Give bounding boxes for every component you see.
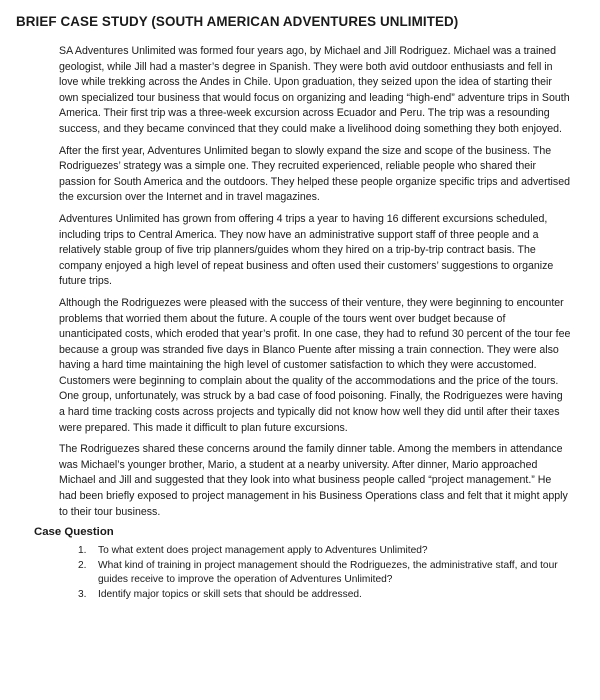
case-question-item bbox=[78, 559, 558, 587]
question-text: Identify major topics or skill sets that should be addressed. bbox=[98, 589, 362, 601]
case-question-list bbox=[78, 544, 558, 602]
question-text: To what extent does project management apply to Adventures Unlimited? bbox=[98, 545, 428, 557]
paragraph-problems: Although the Rodriguezes were pleased with the success of their venture, they were beginning to encounter problems that worried them about the future. A couple of the tours went over budget because of unanticipated costs, which eroded that year’s profit. In one case, they had to refund 30 percent of the tour fee because a group was stranded five days in Blanco Puente after missing a train connection. They were also having a hard time maintaining the high level of customer satisfaction to which they were accustomed. Customers were beginning to complain about the quality of the accommodations and the price of the tours. One group, unfortunately, was struck by a bad case of food poisoning. Finally, the Rodriguezes were having a hard time tracking costs across projects and typically did not know how well they did until after their taxes were prepared. This made it difficult to plan future excursions. bbox=[59, 296, 571, 434]
paragraph-expansion: After the first year, Adventures Unlimited began to slowly expand the size and scope of the business. The Rodriguezes’ strategy was a simple one. They recruited experienced, reliable people who shared their passion for South America and the outdoors. They helped these people organize specific trips and advertised the excursion over the Internet and in travel magazines. bbox=[59, 144, 570, 204]
case-question-item bbox=[78, 588, 558, 602]
paragraph-dinner: The Rodriguezes shared these concerns around the family dinner table. Among the members in attendance was Michael’s younger brother, Mario, a student at a nearby university. After dinner, Mario approached Michael and Jill and suggested that they look into what business people called “project management.” He had been briefly exposed to project management in his Business Operations class and felt that it might apply to their tour business. bbox=[59, 443, 568, 518]
paragraph-growth: Adventures Unlimited has grown from offering 4 trips a year to having 16 different excursions scheduled, including trips to Central America. They now have an administrative support staff of three people and a relatively stable group of five trip planners/guides whom they hired on a trip-by-trip contract basis. The company enjoyed a high level of repeat business and often used their customers’ suggestions to organize future trips. bbox=[59, 212, 554, 288]
question-number: 1. bbox=[78, 545, 87, 557]
question-text: What kind of training in project management should the Rodriguezes, the administrative staff, and tour guides receive to improve the operation of Adventures Unlimited? bbox=[98, 560, 558, 586]
document-title: BRIEF CASE STUDY (SOUTH AMERICAN ADVENTURES UNLIMITED) bbox=[16, 14, 459, 29]
case-question-heading: Case Question bbox=[34, 526, 114, 539]
case-study-body bbox=[59, 44, 571, 520]
question-number: 2. bbox=[78, 560, 87, 572]
paragraph-formation: SA Adventures Unlimited was formed four years ago, by Michael and Jill Rodriguez. Michael was a trained geologist, while Jill had a master’s degree in Spanish. They were both avid outdoor enthusiasts and fell in love while trekking across the Andes in Chile. Upon graduation, they seized upon the idea of starting their own specialized tour business that would focus on organizing and leading “high-end” adventure trips in South America. Their first trip was a three-week excursion across Ecuador and Peru. The trip was a resounding success, and they became convinced that they could make a livelihood doing something they both enjoyed. bbox=[59, 45, 570, 135]
question-number: 3. bbox=[78, 589, 87, 601]
case-question-item bbox=[78, 544, 558, 558]
